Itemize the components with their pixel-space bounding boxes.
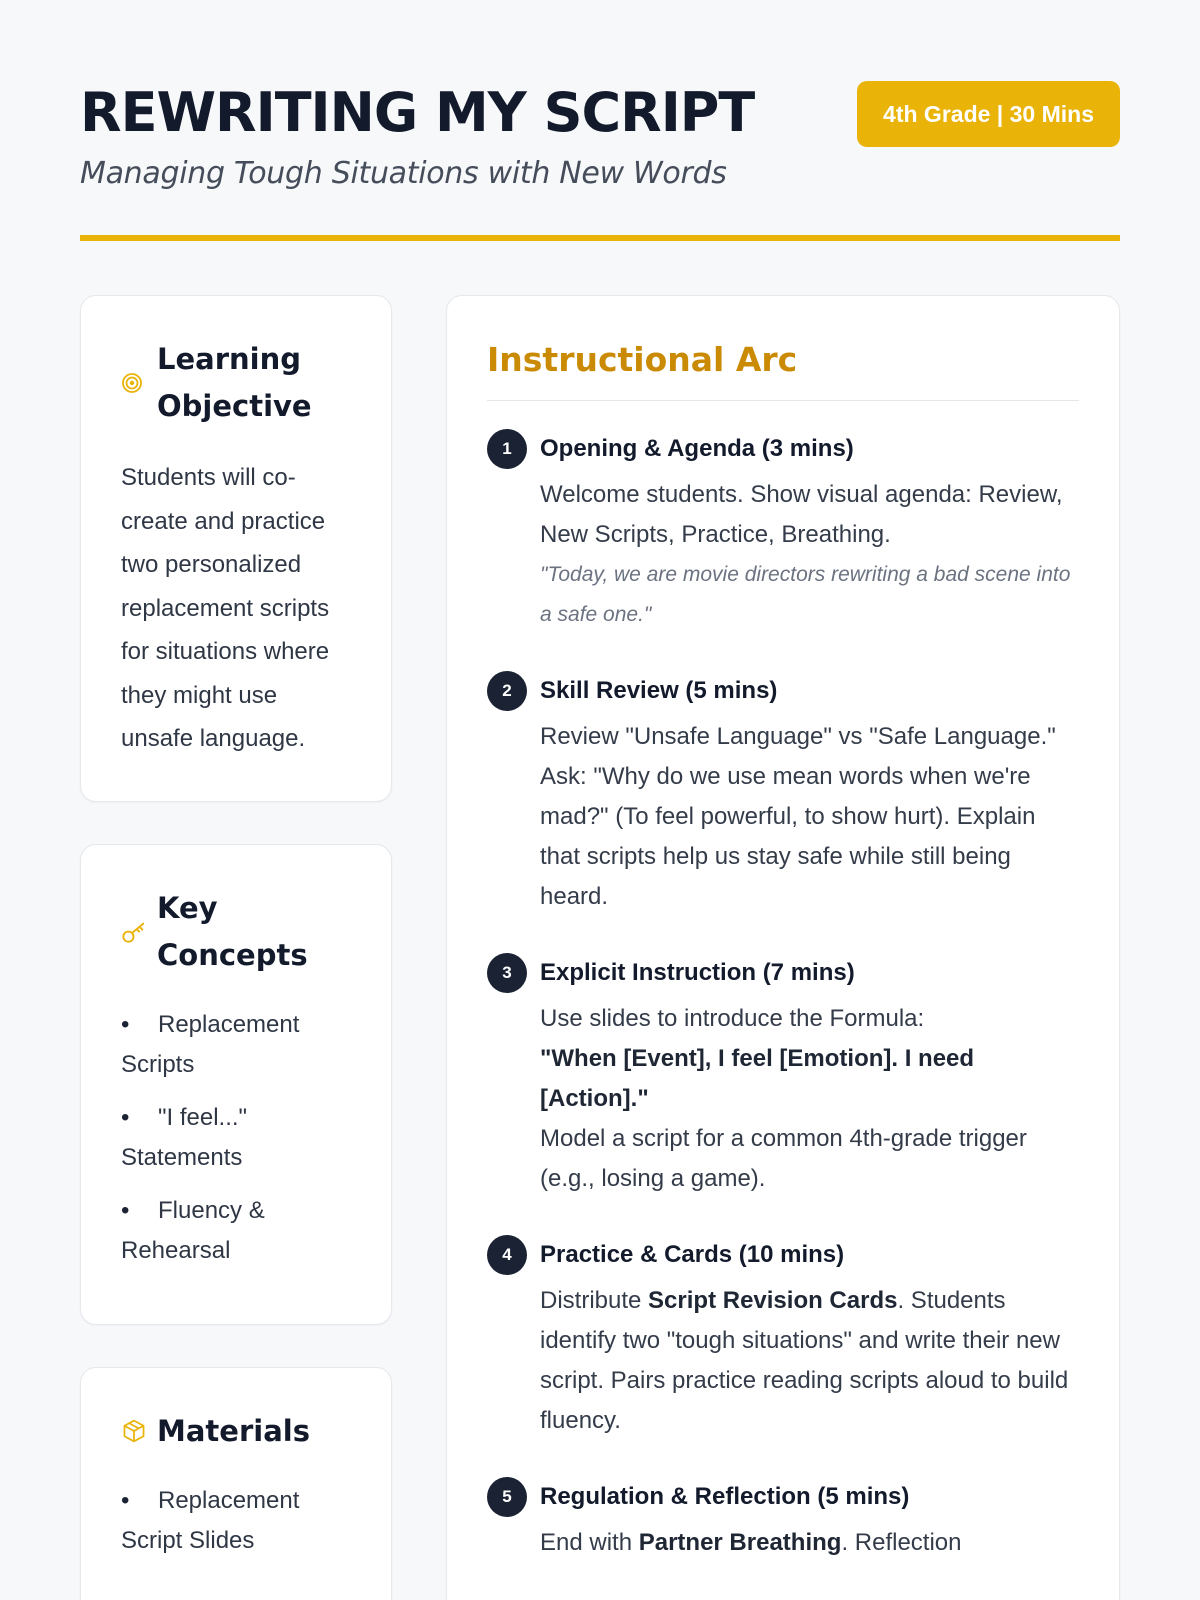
step-body (540, 1235, 1079, 1441)
box-icon (121, 1416, 147, 1446)
step-regulation-reflection (487, 1477, 1079, 1563)
key-concepts-list (121, 1005, 351, 1271)
learning-objective-card (80, 295, 392, 802)
step-title: Regulation & Reflection (5 mins) (540, 1483, 910, 1510)
key-icon (121, 918, 147, 946)
step-title: Practice & Cards (10 mins) (540, 1241, 845, 1268)
page-header (80, 80, 1120, 191)
step-number-badge: 4 (487, 1235, 527, 1275)
step-number-badge: 5 (487, 1477, 527, 1517)
title-block (80, 80, 754, 191)
step-text: Review "Unsafe Language" vs "Safe Language." Ask: "Why do we use mean words when we're mad?" (To feel powerful, to show hurt). Explain that scripts help us stay safe while still being heard. (540, 723, 1056, 910)
page-subtitle: Managing Tough Situations with New Words (80, 156, 727, 191)
step-number-badge: 1 (487, 429, 527, 469)
text-segment: End with (540, 1529, 639, 1556)
sidebar (80, 295, 392, 1600)
step-body (540, 953, 1079, 1199)
materials-header (121, 1408, 351, 1455)
step-body (540, 671, 1079, 917)
step-text: Model a script for a common 4th-grade trigger (e.g., losing a game). (540, 1125, 1027, 1192)
materials-list (121, 1481, 351, 1561)
text-segment: Distribute (540, 1287, 649, 1314)
formula-text (540, 1039, 1079, 1119)
key-concepts-header (121, 885, 351, 979)
text-segment: . Students identify two "tough situations" and write their new script. Pairs practice reading scripts aloud to build fluency. (540, 1287, 1069, 1434)
bold-segment: Partner Breathing (638, 1529, 842, 1556)
step-text: Welcome students. Show visual agenda: Review, New Scripts, Practice, Breathing. (540, 481, 1063, 548)
step-opening-agenda (487, 429, 1079, 635)
key-concepts-card (80, 844, 392, 1325)
instructional-steps (487, 429, 1079, 1563)
step-title: Opening & Agenda (3 mins) (540, 435, 854, 462)
step-body (540, 429, 1079, 635)
grade-duration-badge: 4th Grade | 30 Mins (857, 81, 1120, 147)
learning-objective-text: Students will co-create and practice two personalized replacement scripts for situations where they might use unsafe language. (121, 464, 330, 752)
instructional-arc-title: Instructional Arc (487, 336, 1079, 401)
instructional-arc-card (446, 295, 1120, 1600)
formula-bold: "When [Event], I feel [Emotion]. I need [Action]." (540, 1045, 975, 1112)
list-item: • "I feel..." Statements (121, 1098, 351, 1178)
step-skill-review (487, 671, 1079, 917)
text-segment: . Reflection (841, 1529, 962, 1556)
target-icon (121, 372, 147, 394)
step-number-badge: 2 (487, 671, 527, 711)
step-practice-cards (487, 1235, 1079, 1441)
step-quote: "Today, we are movie directors rewriting a bad scene into a safe one." (540, 563, 1071, 626)
content-columns (80, 295, 1120, 1600)
step-text: Use slides to introduce the Formula: (540, 1005, 925, 1032)
step-text (540, 1523, 1079, 1563)
learning-objective-header (121, 336, 351, 430)
key-concepts-title: Key Concepts (157, 890, 308, 972)
step-body (540, 1477, 1079, 1563)
list-item: • Fluency & Rehearsal (121, 1191, 351, 1271)
list-item: • Replacement Scripts (121, 1005, 351, 1085)
step-explicit-instruction (487, 953, 1079, 1199)
step-text (540, 1281, 1079, 1441)
step-title: Skill Review (5 mins) (540, 677, 778, 704)
learning-objective-title: Learning Objective (157, 342, 312, 423)
bold-segment: Script Revision Cards (648, 1287, 898, 1314)
materials-card (80, 1367, 392, 1600)
list-item: • Replacement Script Slides (121, 1481, 351, 1561)
header-divider (80, 235, 1120, 241)
step-title: Explicit Instruction (7 mins) (540, 959, 855, 986)
materials-title: Materials (157, 1413, 310, 1448)
step-number-badge: 3 (487, 953, 527, 993)
page-title: REWRITING MY SCRIPT (80, 81, 755, 144)
